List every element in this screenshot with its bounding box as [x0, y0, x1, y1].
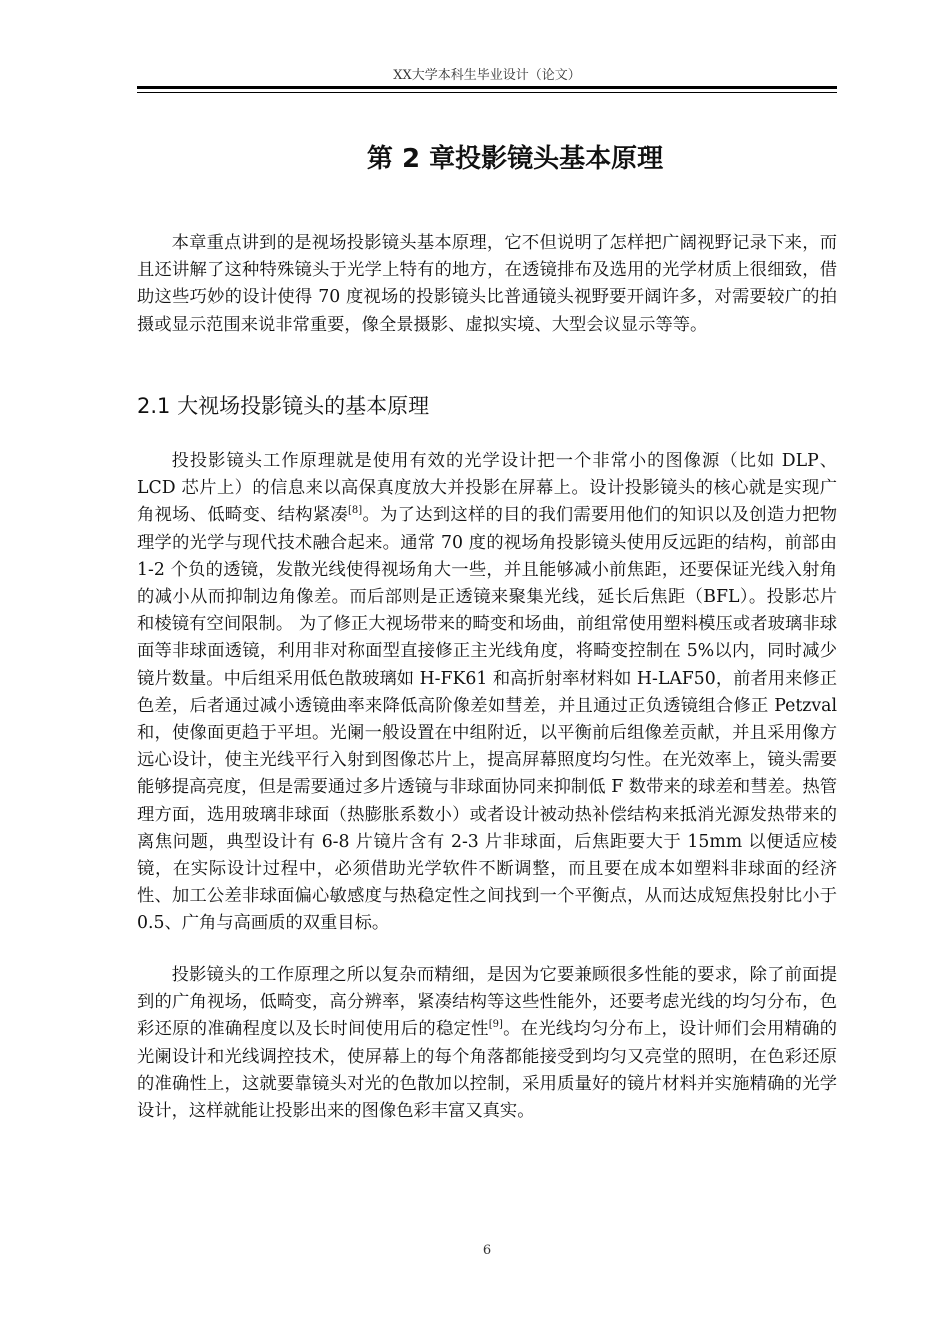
section-title: 2.1 大视场投影镜头的基本原理 — [137, 394, 430, 418]
citation-ref[interactable]: [8] — [348, 505, 363, 517]
chapter-title: 第 2 章投影镜头基本原理 — [366, 144, 664, 174]
running-header: XX大学本科生毕业设计（论文） — [393, 68, 581, 83]
citation-ref[interactable]: [9] — [488, 1019, 503, 1031]
body-paragraph-2 — [137, 962, 837, 1125]
paragraph-text: 投投影镜头工作原理就是使用有效的光学设计把一个非常小的图像源（比如 DLP、LCD 芯片上）的信息来以高保真度放大并投影在屏幕上。设计投影镜头的核心就是实现广角视场、低畸变、结构紧凑 — [137, 451, 837, 526]
page-number: 6 — [482, 1243, 492, 1258]
paragraph-text: 。在光线均匀分布上，设计师们会用精确的光阑设计和光线调控技术，使屏幕上的每个角落都能接受到均匀又亮堂的照明，在色彩还原的准确性上，这就要靠镜头对光的色散加以控制，采用质量好的镜片材料并实施精确的光学设计，这样就能让投影出来的图像色彩丰富又真实。 — [137, 1019, 837, 1122]
header-rule-thin — [137, 92, 837, 93]
body-paragraph-1 — [137, 448, 837, 938]
intro-paragraph: 本章重点讲到的是视场投影镜头基本原理，它不但说明了怎样把广阔视野记录下来，而且还讲解了这种特殊镜头于光学上特有的地方，在透镜排布及选用的光学材质上很细致，借助这些巧妙的设计使得 70 度视场的投影镜头比普通镜头视野要开阔许多，对需要较广的拍摄或显示范围来说非常重要，像全景摄影、虚拟实境、大型会议显示等等。 — [137, 233, 837, 335]
header-rule-thick — [137, 86, 837, 89]
paragraph-text: 投影镜头的工作原理之所以复杂而精细，是因为它要兼顾很多性能的要求，除了前面提到的广角视场，低畸变，高分辨率，紧凑结构等这些性能外，还要考虑光线的均匀分布，色彩还原的准确程度以及长时间使用后的稳定性 — [137, 965, 837, 1040]
paragraph-text: 。为了达到这样的目的我们需要用他们的知识以及创造力把物理学的光学与现代技术融合起来。通常 70 度的视场角投影镜头使用反远距的结构，前部由 1-2 个负的透镜，发散光线使得视场角大一些，并且能够减小前焦距，还要保证光线入射角的减小从而抑制边角像差。而后部则是正透镜来聚集光线，延长后焦距（BFL）。投影芯片和棱镜有空间限制。 为了修正大视场带来的畸变和场曲，前组常使用塑料模压或者玻璃非球面等非球面透镜，利用非对称面型直接修正主光线角度，将畸变控制在 5%以内，同时减少镜片数量。中后组采用低色散玻璃如 H-FK61 和高折射率材料如 H-LAF50，前者用来修正色差，后者通过减小透镜曲率来降低高阶像差如彗差，并且通过正负透镜组合修正 Petzval 和，使像面更趋于平坦。光阑一般设置在中组附近，以平衡前后组像差贡献，并且采用像方远心设计，使主光线平行入射到图像芯片上，提高屏幕照度均匀性。在光效率上，镜头需要能够提高亮度，但是需要通过多片透镜与非球面协同来抑制低 F 数带来的球差和彗差。热管理方面，选用玻璃非球面（热膨胀系数小）或者设计被动热补偿结构来抵消光源发热带来的离焦问题，典型设计有 6-8 片镜片含有 2-3 片非球面，后焦距要大于 15mm 以便适应棱镜，在实际设计过程中，必须借助光学软件不断调整，而且要在成本如塑料非球面的经济性、加工公差非球面偏心敏感度与热稳定性之间找到一个平衡点，从而达成短焦投射比小于 0.5、广角与高画质的双重目标。 — [137, 505, 837, 934]
